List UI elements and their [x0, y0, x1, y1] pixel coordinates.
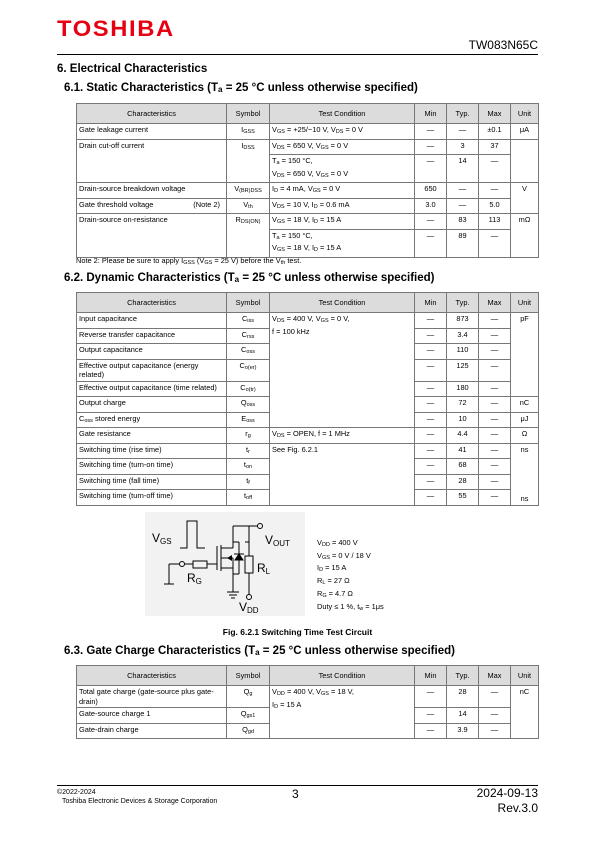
- cell-min: —: [415, 428, 447, 444]
- cell-char: Input capacitance: [77, 313, 227, 329]
- cell-condition: $I_D = 4$ mA, $V_{GS} = 0$ V: [270, 183, 415, 199]
- static-title: 6.1. Static Characteristics ($T_a = 25$ °C unless otherwise specified): [64, 82, 418, 94]
- note-2: Note 2: Please be sure to apply $I_{GSS}$ ($V_{GS} = 25$ V) before the $V_{th}$ test.: [76, 256, 302, 266]
- condition-line: $R_G = 4.7$ Ω: [317, 588, 353, 599]
- table-row: [77, 124, 539, 140]
- table-header-row: [77, 104, 539, 124]
- gate-charge-title: 6.3. Gate Charge Characteristics ($T_a = 25$ °C unless otherwise specified): [64, 645, 455, 657]
- cell-max: 5.0: [479, 198, 511, 214]
- condition-line: $V_{DD} = 400$ V: [317, 538, 358, 548]
- cell-char: Drain-source breakdown voltage: [77, 183, 227, 199]
- col-unit: Unit: [511, 293, 539, 313]
- col-test-condition: Test Condition: [270, 666, 415, 686]
- note-ref: (Note 2): [193, 199, 220, 209]
- cell-symbol: $Q_{oss}$: [227, 397, 270, 413]
- cell-unit: nC: [511, 686, 539, 739]
- cell-max: —: [479, 443, 511, 459]
- cell-min: —: [415, 443, 447, 459]
- cell-max: 37: [479, 139, 511, 155]
- cell-char: Drain cut-off current: [77, 139, 227, 155]
- table-row: [77, 214, 539, 230]
- col-max: Max: [479, 104, 511, 124]
- cell-char: Reverse transfer capacitance: [77, 328, 227, 344]
- cell-symbol: $C_{o(tr)}$: [227, 381, 270, 397]
- cell-char: Drain-source on-resistance: [77, 214, 227, 230]
- cell-condition: $V_{GS} = 18$ V, $I_D = 15$ A: [270, 214, 415, 230]
- cell-min: —: [415, 344, 447, 360]
- cell-min: 650: [415, 183, 447, 199]
- cell-char: Switching time (turn-on time): [77, 459, 227, 475]
- cell-min: —: [415, 328, 447, 344]
- cell-symbol: $t_f$: [227, 474, 270, 490]
- cell-typ: 72: [447, 397, 479, 413]
- label-rg: RG: [187, 571, 202, 586]
- cell-char: Total gate charge (gate-source plus gate-drain): [77, 686, 227, 708]
- col-min: Min: [415, 293, 447, 313]
- col-test-condition: Test Condition: [270, 104, 415, 124]
- cell-max: ±0.1: [479, 124, 511, 140]
- col-unit: Unit: [511, 666, 539, 686]
- table-row: [77, 428, 539, 444]
- cell-typ: 125: [447, 359, 479, 381]
- cell-char: Switching time (rise time): [77, 443, 227, 459]
- cell-max: —: [479, 474, 511, 490]
- col-symbol: Symbol: [227, 293, 270, 313]
- cell-typ: 41: [447, 443, 479, 459]
- cell-symbol: $C_{oss}$: [227, 344, 270, 360]
- part-number: TW083N65C: [468, 38, 538, 52]
- cell-typ: 28: [447, 686, 479, 708]
- cell-min: —: [415, 229, 447, 257]
- label-rl: RL: [257, 561, 271, 576]
- cell-min: —: [415, 723, 447, 739]
- test-conditions: [317, 538, 384, 614]
- cell-typ: 3.4: [447, 328, 479, 344]
- table-row: [77, 155, 539, 183]
- cell-min: —: [415, 214, 447, 230]
- cell-unit: μA: [511, 124, 539, 140]
- cell-min: —: [415, 155, 447, 183]
- cell-condition: $V_{DS} = 650$ V, $V_{GS} = 0$ V: [270, 139, 415, 155]
- cell-max: —: [479, 412, 511, 428]
- col-test-condition: Test Condition: [270, 293, 415, 313]
- cell-max: —: [479, 344, 511, 360]
- cell-min: —: [415, 139, 447, 155]
- table-row: [77, 443, 539, 459]
- dynamic-title: 6.2. Dynamic Characteristics ($T_a = 25$ °C unless otherwise specified): [64, 272, 435, 284]
- col-characteristics: Characteristics: [77, 293, 227, 313]
- col-max: Max: [479, 666, 511, 686]
- cell-unit: μJ: [511, 412, 539, 428]
- cell-condition: $V_{DD} = 400$ V, $V_{GS} = 18$ V, $I_D = 15$ A: [270, 686, 415, 739]
- label-vdd: VDD: [239, 600, 259, 615]
- table-row: [77, 139, 539, 155]
- circuit-diagram: [145, 512, 305, 616]
- cell-max: —: [479, 723, 511, 739]
- cell-char: $C_{oss}$ stored energy: [77, 412, 227, 428]
- cell-typ: 68: [447, 459, 479, 475]
- cell-symbol: $r_g$: [227, 428, 270, 444]
- cell-max: —: [479, 155, 511, 183]
- label-vout: VOUT: [265, 533, 290, 548]
- cell-char: Gate-source charge 1: [77, 708, 227, 724]
- cell-max: 113: [479, 214, 511, 230]
- cell-symbol: $t_r$: [227, 443, 270, 459]
- cell-max: —: [479, 397, 511, 413]
- table-row: [77, 229, 539, 257]
- cell-char: Switching time (turn-off time): [77, 490, 227, 506]
- table-row: [77, 686, 539, 708]
- table-row: [77, 313, 539, 329]
- cell-symbol: $Q_{gd}$: [227, 723, 270, 739]
- cell-char: Output capacitance: [77, 344, 227, 360]
- col-characteristics: Characteristics: [77, 666, 227, 686]
- cell-symbol: $V_{th}$: [227, 198, 270, 214]
- condition-line: $I_D = 15$ A: [317, 563, 347, 574]
- cell-max: —: [479, 381, 511, 397]
- cell-min: —: [415, 459, 447, 475]
- cell-symbol: $C_{iss}$: [227, 313, 270, 329]
- cell-condition: $V_{DS}$ = OPEN, f = 1 MHz: [270, 428, 415, 444]
- cell-symbol: $Q_{gs1}$: [227, 708, 270, 724]
- switching-test-circuit: [145, 512, 305, 616]
- label-vgs: VGS: [152, 531, 172, 546]
- cell-condition: See Fig. 6.2.1: [270, 443, 415, 505]
- cell-symbol: $R_{DS(ON)}$: [227, 214, 270, 230]
- static-table: [76, 103, 539, 258]
- cell-typ: 3.9: [447, 723, 479, 739]
- cell-unit: pF: [511, 313, 539, 397]
- col-unit: Unit: [511, 104, 539, 124]
- col-max: Max: [479, 293, 511, 313]
- cell-min: —: [415, 708, 447, 724]
- cell-min: —: [415, 686, 447, 708]
- cell-max: —: [479, 359, 511, 381]
- col-min: Min: [415, 666, 447, 686]
- cell-max: —: [479, 428, 511, 444]
- cell-char: Switching time (fall time): [77, 474, 227, 490]
- cell-typ: —: [447, 198, 479, 214]
- table-row: [77, 198, 539, 214]
- cell-max: —: [479, 686, 511, 708]
- cell-max: —: [479, 313, 511, 329]
- cell-min: —: [415, 359, 447, 381]
- header-divider: [57, 54, 538, 55]
- cell-max: —: [479, 490, 511, 506]
- cell-min: —: [415, 124, 447, 140]
- cell-max: —: [479, 183, 511, 199]
- cell-symbol: $Q_g$: [227, 686, 270, 708]
- condition-line: Duty ≤ 1 %, $t_w = 1\mu s$: [317, 601, 384, 612]
- cell-unit: ns ns: [511, 443, 539, 505]
- cell-char: Gate resistance: [77, 428, 227, 444]
- col-characteristics: Characteristics: [77, 104, 227, 124]
- col-symbol: Symbol: [227, 104, 270, 124]
- cell-min: 3.0: [415, 198, 447, 214]
- dynamic-table: [76, 292, 539, 506]
- cell-typ: 28: [447, 474, 479, 490]
- cell-condition: $V_{GS} = +25/-10$ V, $V_{DS} = 0$ V: [270, 124, 415, 140]
- cell-max: —: [479, 708, 511, 724]
- col-typ: Typ.: [447, 104, 479, 124]
- condition-line: $R_L = 27$ Ω: [317, 576, 350, 587]
- page-number: 3: [292, 787, 299, 801]
- cell-unit: V: [511, 183, 539, 199]
- table-header-row: [77, 666, 539, 686]
- cell-typ: 4.4: [447, 428, 479, 444]
- cell-symbol: $I_{DSS}$: [227, 139, 270, 155]
- cell-min: —: [415, 381, 447, 397]
- cell-typ: 10: [447, 412, 479, 428]
- footer-copyright: ©2022-2024 Toshiba Electronic Devices & Storage Corporation: [57, 789, 218, 805]
- cell-min: —: [415, 313, 447, 329]
- cell-typ: 14: [447, 708, 479, 724]
- cell-min: —: [415, 397, 447, 413]
- cell-condition: $V_{DS} = 400$ V, $V_{GS} = 0$ V, f = 100 kHz: [270, 313, 415, 428]
- cell-char: Gate leakage current: [77, 124, 227, 140]
- cell-typ: 180: [447, 381, 479, 397]
- table-row: [77, 183, 539, 199]
- cell-typ: —: [447, 124, 479, 140]
- cell-symbol: $C_{o(er)}$: [227, 359, 270, 381]
- cell-char: Output charge: [77, 397, 227, 413]
- col-typ: Typ.: [447, 293, 479, 313]
- cell-max: —: [479, 229, 511, 257]
- cell-typ: 14: [447, 155, 479, 183]
- section-title: 6. Electrical Characteristics: [57, 63, 208, 75]
- cell-char: Effective output capacitance (time related): [77, 381, 227, 397]
- toshiba-logo: TOSHIBA: [57, 16, 175, 41]
- col-min: Min: [415, 104, 447, 124]
- cell-unit: nC: [511, 397, 539, 413]
- col-symbol: Symbol: [227, 666, 270, 686]
- cell-unit: Ω: [511, 428, 539, 444]
- cell-typ: 55: [447, 490, 479, 506]
- cell-symbol: $I_{GSS}$: [227, 124, 270, 140]
- cell-symbol: $t_{on}$: [227, 459, 270, 475]
- cell-min: —: [415, 474, 447, 490]
- cell-typ: 873: [447, 313, 479, 329]
- cell-char: Gate-drain charge: [77, 723, 227, 739]
- cell-typ: 3: [447, 139, 479, 155]
- cell-char: Effective output capacitance (energy related): [77, 359, 227, 381]
- cell-unit: mΩ: [511, 214, 539, 230]
- cell-typ: 110: [447, 344, 479, 360]
- cell-symbol: $E_{oss}$: [227, 412, 270, 428]
- cell-max: —: [479, 459, 511, 475]
- cell-max: —: [479, 328, 511, 344]
- footer-divider: [57, 785, 538, 786]
- condition-line: $V_{GS} = 0$ V / 18 V: [317, 550, 371, 561]
- cell-symbol: $V_{(BR)DSS}$: [227, 183, 270, 199]
- cell-condition: $T_a = 150$ °C, $V_{DS} = 650$ V, $V_{GS} = 0$ V: [270, 155, 415, 183]
- cell-min: —: [415, 412, 447, 428]
- figure-caption: Fig. 6.2.1 Switching Time Test Circuit: [222, 627, 373, 637]
- cell-condition: $V_{DS} = 10$ V, $I_D = 0.6$ mA: [270, 198, 415, 214]
- cell-condition: $T_a = 150$ °C, $V_{GS} = 18$ V, $I_D = 15$ A: [270, 229, 415, 257]
- cell-typ: —: [447, 183, 479, 199]
- cell-symbol: $C_{rss}$: [227, 328, 270, 344]
- cell-typ: 83: [447, 214, 479, 230]
- table-header-row: [77, 293, 539, 313]
- cell-char: Gate threshold voltage (Note 2): [77, 198, 227, 214]
- footer-date: 2024-09-13 Rev.3.0: [476, 786, 538, 815]
- cell-symbol: $t_{off}$: [227, 490, 270, 506]
- gate-charge-table: [76, 665, 539, 739]
- cell-typ: 89: [447, 229, 479, 257]
- col-typ: Typ.: [447, 666, 479, 686]
- cell-min: —: [415, 490, 447, 506]
- cell-unit: [511, 139, 539, 155]
